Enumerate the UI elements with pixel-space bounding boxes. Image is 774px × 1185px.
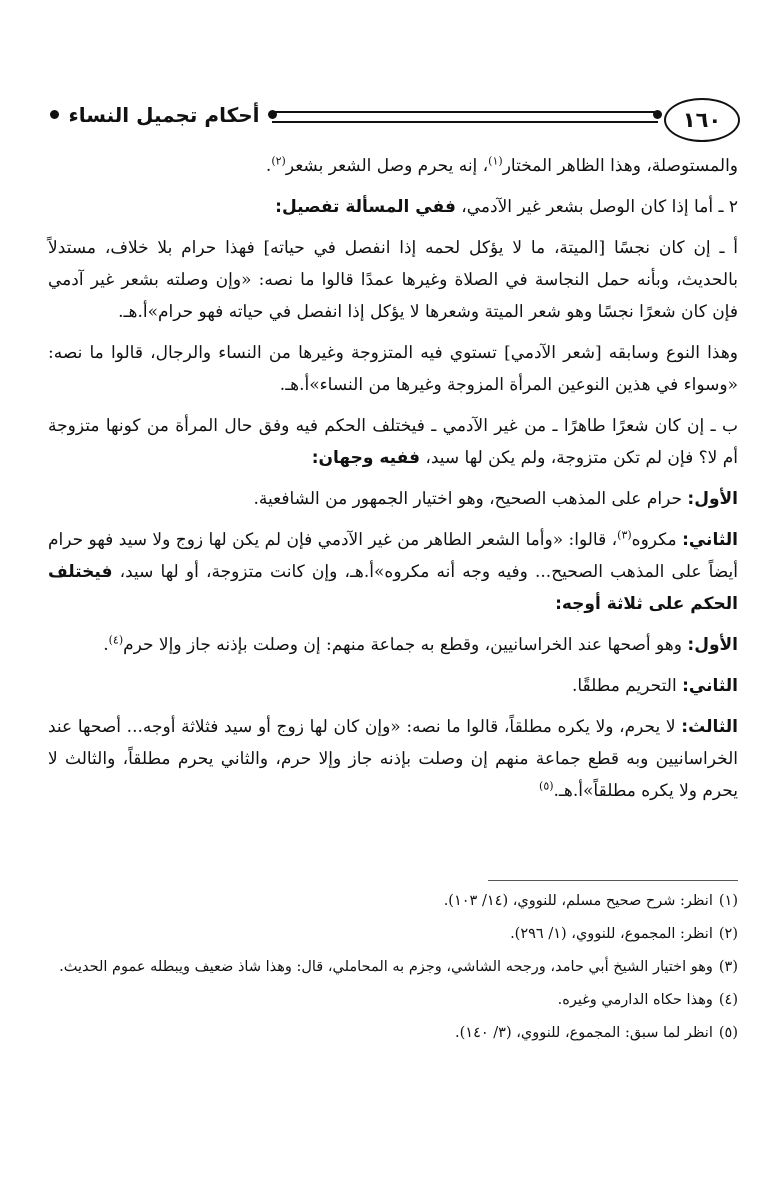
footnote-text: انظر: المجموع، للنووي، (١/ ٢٩٦). — [510, 926, 713, 942]
point-label: الأول: — [687, 489, 738, 509]
running-title: أحكام تجميل النساء — [68, 103, 260, 127]
footnote-number: (٥) — [718, 1025, 738, 1041]
footnote — [48, 1020, 738, 1047]
footnote-ref[interactable]: (٢) — [271, 154, 286, 168]
footnote-number: (٣) — [718, 959, 738, 975]
paragraph: الأول: وهو أصحها عند الخراسانيين، وقطع به جماعة منهم: إن وصلت بإذنه جاز وإلا حرم$^{(٤)}$. — [103, 633, 738, 655]
point-label: الثاني: — [682, 530, 738, 550]
header-ornament-dot — [268, 110, 277, 119]
paragraph: الثاني: مكروه$^{(٣)}$، قالوا: «وأما الشعر الطاهر من غير الآدمي فإن لم يكن لها زوج ولا سيد فهو حرام أيضاً على المذهب الصحيح... وفيه وجه أنه مكروه»أ.هـ، وإن كانت متزوجة، أو لها سيد، فيختلف الحكم على ثلاثة أوجه: — [48, 528, 739, 614]
footnote-number: (١) — [718, 893, 738, 909]
footnote — [48, 954, 738, 981]
bold-phrase: ففي المسألة تفصيل: — [275, 197, 456, 217]
footnote-text: وهو اختيار الشيخ أبي حامد، ورجحه الشاشي، وجزم به المحاملي، قال: وهذا شاذ ضعيف ويبطله عموم الحديث. — [59, 959, 713, 975]
paragraph: ب ـ إن كان شعرًا طاهرًا ـ من غير الآدمي ـ فيختلف الحكم فيه وفق حال المرأة من كونها متزوجة أم لا؟ فإن لم تكن متزوجة، ولم يكن لها سيد، ففيه وجهان: — [48, 416, 738, 468]
footnote — [48, 921, 738, 948]
paragraph: الثالث: لا يحرم، ولا يكره مطلقاً، قالوا ما نصه: «وإن كان لها زوج أو سيد فثلاثة أوجه... أصحها عند الخراسانيين وبه قطع جماعة منهم إن وصلت بإذنه جاز وإلا حرم، والثاني يحرم مطلقاً، والثالث لا يحرم ولا يكره مطلقاً»أ.هـ.$^{(٥)}$ — [48, 717, 738, 801]
point-label: الثالث: — [681, 717, 738, 737]
header-rule — [272, 111, 658, 123]
footnote-separator — [488, 880, 738, 881]
footnote-ref[interactable]: (٥) — [539, 779, 554, 793]
footnote-text: انظر لما سبق: المجموع، للنووي، (٣/ ١٤٠). — [455, 1025, 713, 1041]
paragraph: ٢ ـ أما إذا كان الوصل بشعر غير الآدمي، ففي المسألة تفصيل: — [275, 197, 738, 217]
bold-phrase: فيختلف الحكم على ثلاثة أوجه: — [48, 562, 738, 614]
footnote-ref[interactable]: (٤) — [108, 633, 124, 647]
footnote-number: (٢) — [718, 926, 738, 942]
bold-phrase: ففيه وجهان: — [311, 448, 420, 468]
paragraph: الأول: حرام على المذهب الصحيح، وهو اختيار الجمهور من الشافعية. — [253, 489, 738, 509]
main-text — [48, 150, 738, 816]
page-header — [50, 98, 740, 144]
paragraph: وهذا النوع وسابقه [شعر الآدمي] تستوي فيه المتزوجة وغيرها من النساء والرجال، قالوا ما نصه: «وسواء في هذين النوعين المرأة المزوجة وغيرها من النساء»أ.هـ. — [48, 343, 738, 395]
paragraph: والمستوصلة، وهذا الظاهر المختار$^{(١)}$، إنه يحرم وصل الشعر بشعر$^{(٢)}$. — [265, 154, 738, 176]
footnote-ref[interactable]: (٣) — [617, 528, 632, 542]
point-label: الأول: — [687, 635, 738, 655]
paragraph: أ ـ إن كان نجسًا [الميتة، ما لا يؤكل لحمه إذا انفصل في حياته] فهذا حرام بلا خلاف، مستدلاً بالحديث، وبأنه حمل النجاسة في الصلاة وغيرها عمدًا قالوا ما نصه: «وإن وصلته بشعر غير آدمي فإن كان شعرًا نجسًا وهو شعر الميتة وشعرها لا يؤكل إذا انفصل في حياته فهو حرام»أ.هـ. — [48, 238, 738, 322]
footnotes — [48, 888, 738, 1053]
header-ornament-dot — [50, 110, 59, 119]
footnote-text: انظر: شرح صحيح مسلم، للنووي، (١٤/ ١٠٣). — [443, 893, 713, 909]
page-number: ١٦٠ — [664, 98, 740, 142]
footnote — [48, 888, 738, 915]
footnote — [48, 987, 738, 1014]
footnote-ref[interactable]: (١) — [488, 154, 503, 168]
point-label: الثاني: — [682, 676, 738, 696]
paragraph: الثاني: التحريم مطلقًا. — [571, 676, 738, 696]
footnote-number: (٤) — [718, 992, 738, 1008]
footnote-text: وهذا حكاه الدارمي وغيره. — [557, 992, 713, 1008]
